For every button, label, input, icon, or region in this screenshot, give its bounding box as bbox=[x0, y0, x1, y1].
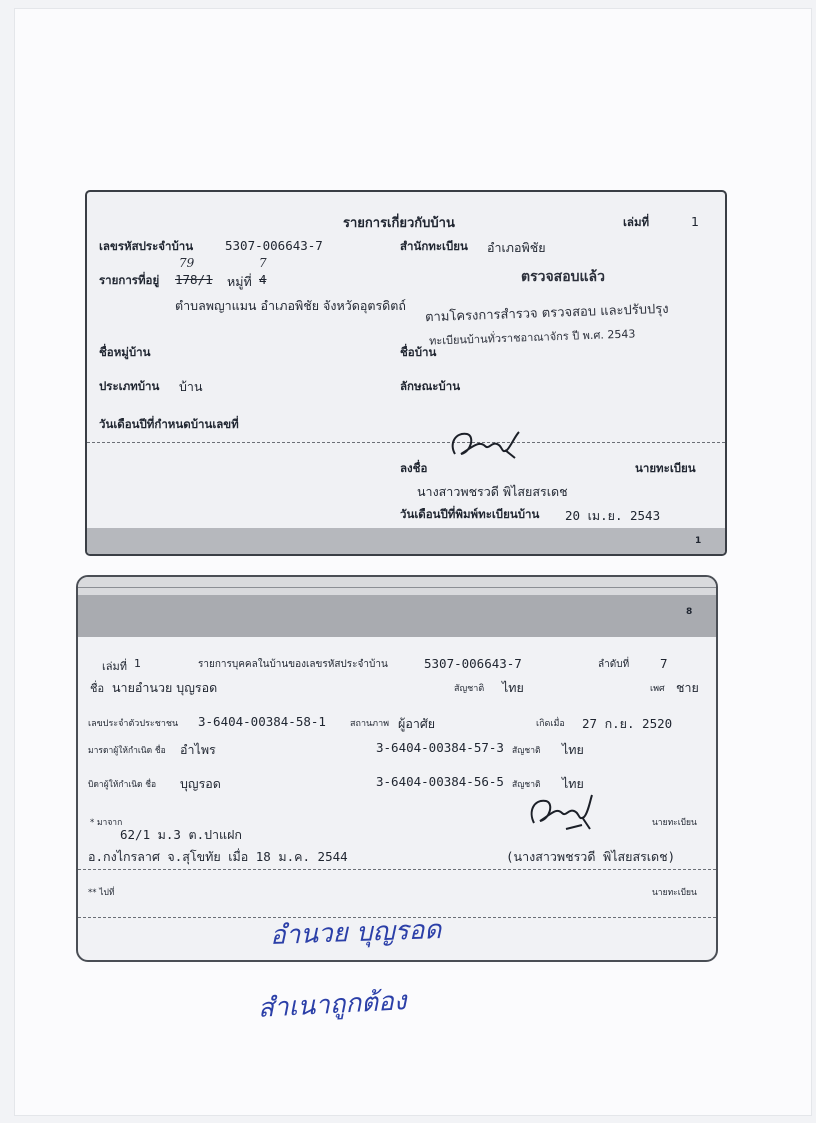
born-label: เกิดเมื่อ bbox=[536, 719, 565, 729]
moo-label: หมู่ที่ bbox=[227, 274, 252, 289]
person-name: นายอำนวย บุญรอด bbox=[112, 680, 218, 695]
house-code-label: เลขรหัสประจำบ้าน bbox=[99, 239, 194, 253]
status-label: สถานภาพ bbox=[350, 719, 390, 729]
village-label: ชื่อหมู่บ้าน bbox=[99, 345, 151, 359]
divider bbox=[87, 442, 725, 443]
stamp-project: ตามโครงการสำรวจ ตรวจสอบ และปรับปรุง bbox=[424, 301, 669, 326]
mother-label: มารดาผู้ให้กำเนิด ชื่อ bbox=[88, 746, 166, 756]
house-code: 5307-006643-7 bbox=[424, 656, 522, 671]
registrar-label: นายทะเบียน bbox=[652, 818, 697, 828]
moved-from-line1: 62/1 ม.3 ต.ปาแฝก bbox=[120, 827, 242, 842]
seq-label: ลำดับที่ bbox=[598, 659, 630, 670]
mother-name: อำไพร bbox=[180, 742, 216, 757]
father-nationality: ไทย bbox=[562, 776, 584, 791]
father-label: บิดาผู้ให้กำเนิด ชื่อ bbox=[88, 780, 157, 790]
address-line: ตำบลพญาแมน อำเภอพิชัย จังหวัดอุตรดิตถ์ bbox=[175, 298, 406, 313]
persons-label: รายการบุคคลในบ้านของเลขรหัสประจำบ้าน bbox=[198, 659, 388, 670]
address-new-number: 79 bbox=[179, 256, 195, 270]
handwritten-name: อำนวย บุญรอด bbox=[269, 915, 442, 951]
moved-from-label: * มาจาก bbox=[90, 818, 123, 828]
sex-label: เพศ bbox=[650, 684, 665, 694]
book-label: เล่มที่ bbox=[102, 660, 128, 673]
mother-id: 3-6404-00384-57-3 bbox=[376, 740, 504, 755]
house-code: 5307-006643-7 bbox=[225, 238, 323, 253]
registry-office-label: สำนักทะเบียน bbox=[400, 239, 468, 253]
divider bbox=[78, 869, 716, 870]
registrar-name: นางสาวพชรวดี พิไสยสรเดช bbox=[417, 484, 568, 499]
status: ผู้อาศัย bbox=[398, 716, 436, 731]
address-old-number: 178/1 bbox=[175, 272, 213, 287]
sex: ชาย bbox=[676, 680, 699, 695]
registrar-signature bbox=[526, 789, 596, 835]
id-number: 3-6404-00384-58-1 bbox=[198, 714, 326, 729]
born-date: 27 ก.ย. 2520 bbox=[582, 716, 673, 731]
person-record-card bbox=[76, 575, 718, 962]
father-name: บุญรอด bbox=[180, 776, 221, 791]
moo-new: 7 bbox=[259, 256, 267, 270]
card-footer-bar bbox=[87, 528, 725, 554]
id-label: เลขประจำตัวประชาชน bbox=[88, 719, 179, 729]
sign-label: ลงชื่อ bbox=[400, 461, 428, 475]
registrar-label-2: นายทะเบียน bbox=[652, 888, 697, 898]
father-id: 3-6404-00384-56-5 bbox=[376, 774, 504, 789]
seq-number: 7 bbox=[660, 656, 668, 671]
registry-office: อำเภอพิชัย bbox=[487, 240, 546, 255]
card-edge-line bbox=[78, 587, 716, 588]
house-nature-label: ลักษณะบ้าน bbox=[400, 379, 461, 393]
mother-nationality-label: สัญชาติ bbox=[512, 746, 541, 756]
nationality: ไทย bbox=[502, 680, 524, 695]
book-number: 1 bbox=[134, 657, 141, 670]
page-number: 1 bbox=[695, 536, 702, 546]
date-assigned-label: วันเดือนปีที่กำหนดบ้านเลขที่ bbox=[99, 417, 239, 431]
stamp-year: ทะเบียนบ้านทั่วราชอาณาจักร ปี พ.ศ. 2543 bbox=[428, 327, 636, 348]
address-label: รายการที่อยู่ bbox=[99, 273, 160, 287]
stamp-verified: ตรวจสอบแล้ว bbox=[521, 269, 605, 285]
page-number: 8 bbox=[686, 607, 693, 617]
card-header-bar bbox=[78, 595, 716, 637]
nationality-label: สัญชาติ bbox=[454, 684, 485, 694]
book-label: เล่มที่ bbox=[623, 215, 650, 229]
registrar-signature bbox=[445, 426, 529, 464]
mother-nationality: ไทย bbox=[562, 742, 584, 757]
moved-to-label: ** ไปที่ bbox=[88, 888, 115, 898]
father-nationality-label: สัญชาติ bbox=[512, 780, 541, 790]
card-title: รายการเกี่ยวกับบ้าน bbox=[343, 216, 455, 231]
moo-old: 4 bbox=[259, 272, 267, 287]
moved-from-line2: อ.กงไกรลาศ จ.สุโขทัย เมื่อ 18 ม.ค. 2544 bbox=[88, 849, 348, 864]
house-type-label: ประเภทบ้าน bbox=[99, 379, 160, 393]
book-number: 1 bbox=[691, 214, 699, 229]
registrar-name: (นางสาวพชรวดี พิไสยสรเดช) bbox=[506, 849, 676, 864]
name-label: ชื่อ bbox=[90, 682, 105, 695]
house-type: บ้าน bbox=[179, 379, 203, 394]
house-name-label: ชื่อบ้าน bbox=[400, 345, 437, 359]
print-date-label: วันเดือนปีที่พิมพ์ทะเบียนบ้าน bbox=[400, 507, 540, 521]
print-date: 20 เม.ย. 2543 bbox=[565, 508, 661, 523]
registrar-label: นายทะเบียน bbox=[635, 461, 696, 475]
house-record-card bbox=[85, 190, 727, 556]
handwritten-certified: สำเนาถูกต้อง bbox=[257, 986, 408, 1024]
